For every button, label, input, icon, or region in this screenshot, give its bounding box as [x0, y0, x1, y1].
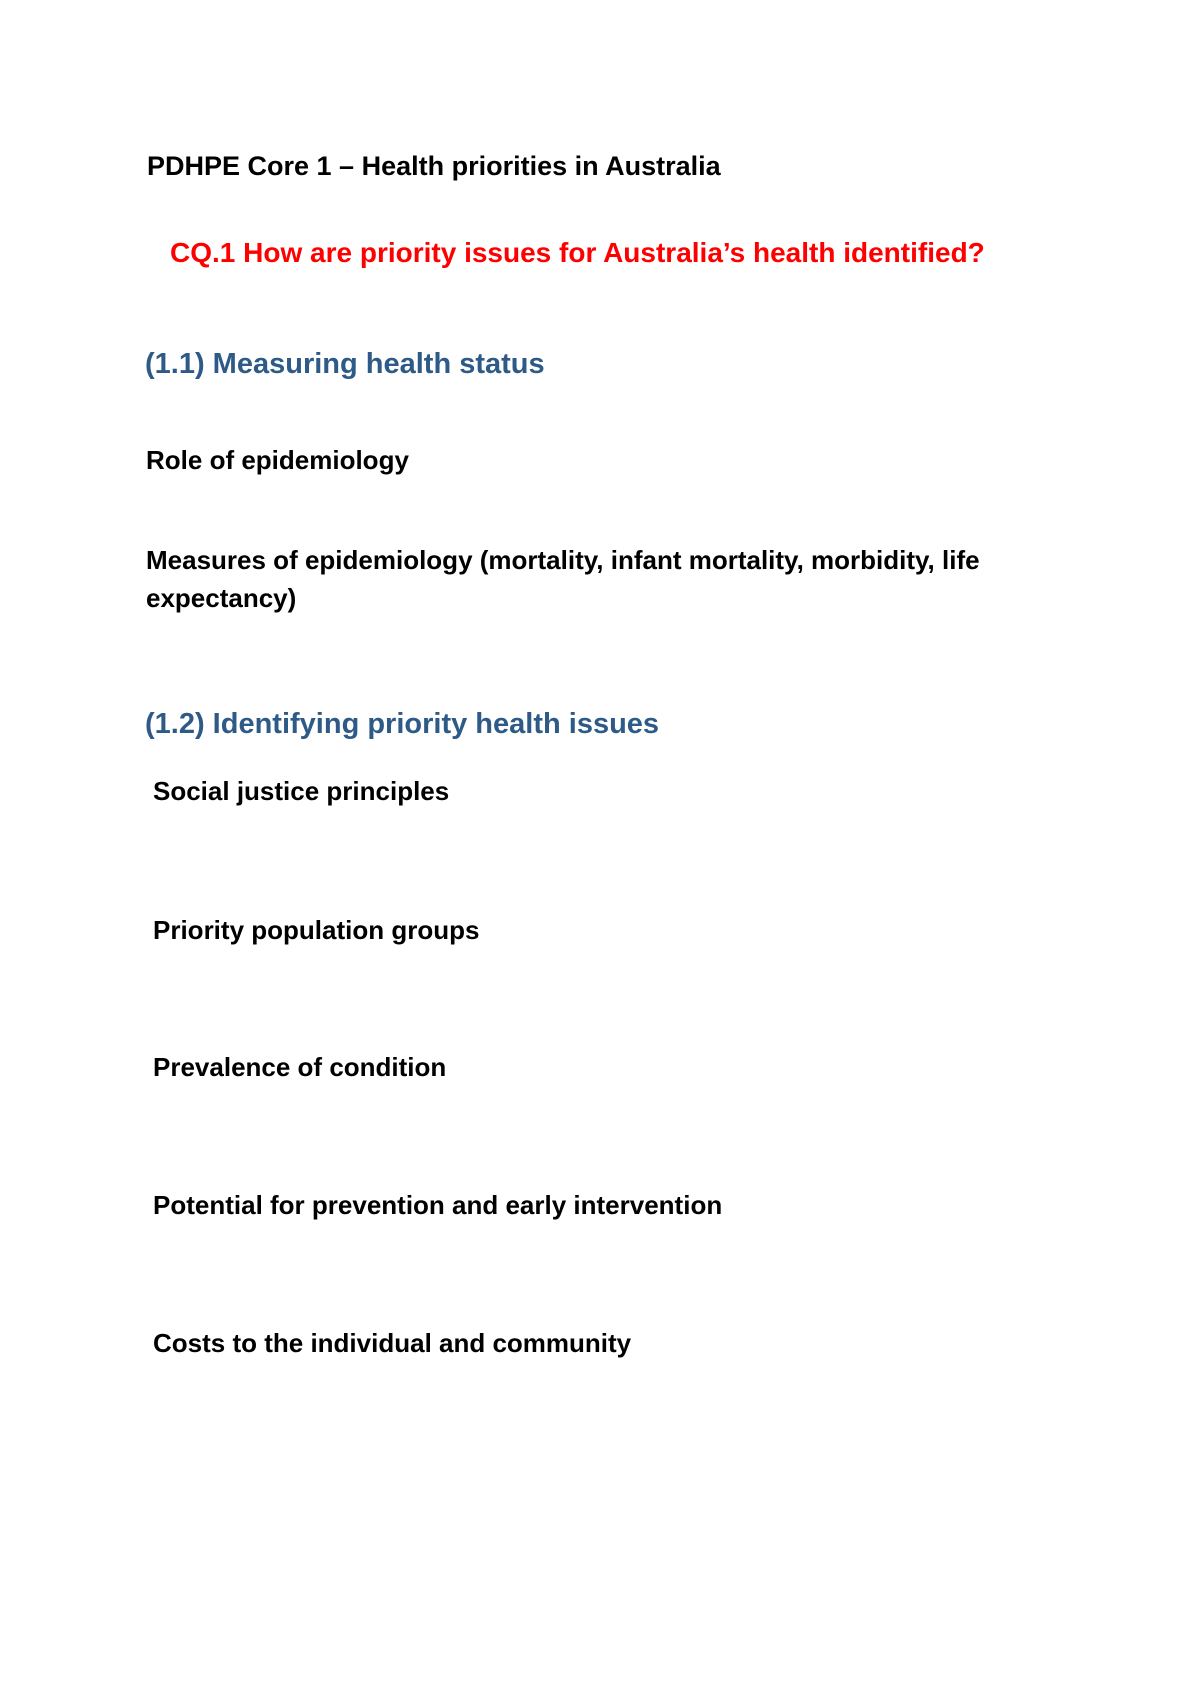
topic-prevalence-of-condition: Prevalence of condition: [153, 1052, 447, 1082]
topic-priority-population-groups: Priority population groups: [153, 915, 480, 945]
topic-measures-of-epidemiology: Measures of epidemiology (mortality, infant mortality, morbidity, life expectancy): [146, 545, 980, 613]
topic-prevention-early-intervention: Potential for prevention and early intervention: [153, 1190, 723, 1220]
section-heading-1-1: (1.1) Measuring health status: [145, 348, 545, 380]
topic-costs-individual-community: Costs to the individual and community: [153, 1328, 632, 1358]
section-heading-1-2: (1.2) Identifying priority health issues: [145, 708, 660, 740]
topic-social-justice-principles: Social justice principles: [153, 776, 450, 806]
document-title: PDHPE Core 1 – Health priorities in Australia: [147, 151, 721, 181]
critical-question-heading: CQ.1 How are priority issues for Australia’s health identified?: [170, 237, 985, 268]
topic-role-of-epidemiology: Role of epidemiology: [146, 445, 409, 475]
